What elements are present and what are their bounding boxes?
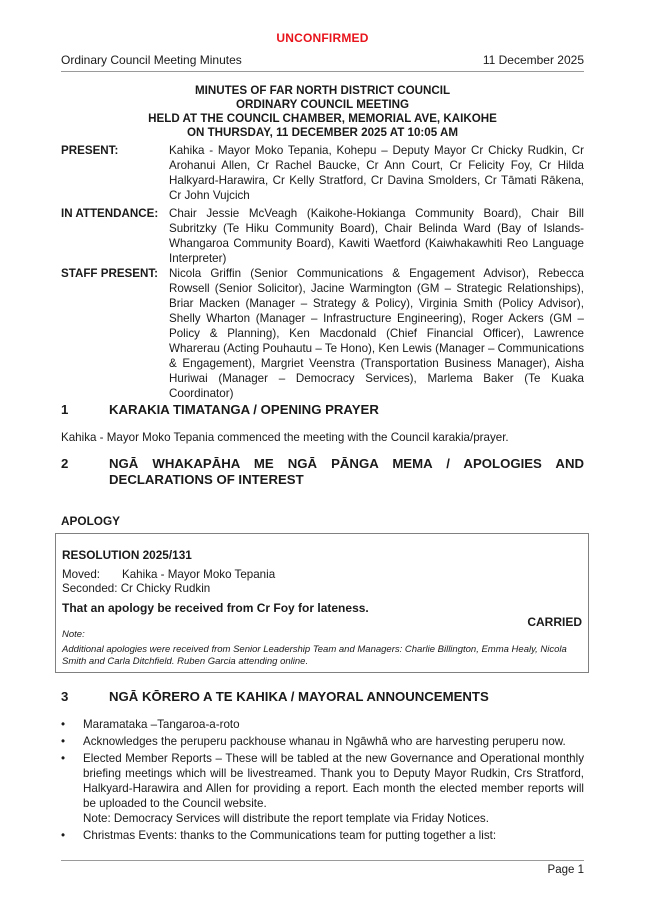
bullet-icon: • (61, 718, 66, 731)
resolution-motion: That an apology be received from Cr Foy for lateness. (62, 601, 369, 615)
present-row (61, 143, 584, 203)
section-title: NGĀ WHAKAPĀHA ME NGĀ PĀNGA MEMA / APOLOGIES AND DECLARATIONS OF INTEREST (109, 456, 584, 487)
mover-seconder (62, 568, 275, 596)
moved-label: Moved: (62, 568, 101, 581)
list-item: • Maramataka –Tangaroa-a-roto (61, 718, 240, 731)
header-divider (61, 71, 584, 72)
section-3-heading (61, 689, 584, 705)
in-attendance-row (61, 206, 584, 266)
in-attendance-list: Chair Jessie McVeagh (Kaikohe-Hokianga Community Board), Chair Bill Subritzky (Te Hiku Community Board), Chair Belinda Ward (Bay of Islands-Whangaroa Community Board), Kawiti Waetford (Kaiwhakawhiti Reo Language Interpreter) (169, 207, 584, 265)
section-number: 1 (61, 402, 69, 417)
header-date: 11 December 2025 (482, 53, 584, 67)
moved-by: Kahika - Mayor Moko Tepania (122, 568, 276, 581)
section-title: NGĀ KŌRERO A TE KAHIKA / MAYORAL ANNOUNCEMENTS (109, 689, 489, 704)
section-number: 3 (61, 689, 69, 704)
section-title: KARAKIA TIMATANGA / OPENING PRAYER (109, 402, 379, 417)
staff-present-label: STAFF PRESENT: (61, 267, 159, 280)
section-2-heading (61, 456, 584, 488)
header-document-title: Ordinary Council Meeting Minutes (61, 53, 242, 67)
announcements-list (61, 717, 584, 845)
staff-present-list: Nicola Griffin (Senior Communications & Engagement Advisor), Rebecca Rowsell (Senior Solicitor), Jacine Warmington (GM – Strategic Relationships), Briar Macken (Manager – Strategy & Policy), Virginia Smith (Policy Advisor), Shelly Wharton (Manager – Infrastructure Engineering), Roger Ackers (GM – Policy & Planning), Ken Macdonald (Chief Financial Officer), Lawrence Wharerau (Acting Pouhautu – Te Hono), Ken Lewis (Manager – Communications & Engagement), Margriet Veenstra (Transportation Business Manager), Aisha Huriwai (Manager – Democracy Services), Marlema Baker (Te Kuaka Coordinator) (169, 267, 584, 400)
list-item: • Elected Member Reports – These will be tabled at the new Governance and Operational monthly briefing meetings which will be livestreamed. Thank you to Deputy Mayor Rudkin, Crs Stratford, Halkyard-Harawira and Allen for providing a report. Each month the elected member reports will be uploaded to the Council website. Note: Democracy Services will distribute the report template via Friday Notices. (61, 752, 584, 825)
resolution-result: CARRIED (527, 615, 582, 629)
unconfirmed-stamp: UNCONFIRMED (276, 31, 369, 45)
list-item: • Acknowledges the peruperu packhouse whanau in Ngāwhā who are harvesting peruperu now. (61, 735, 566, 748)
announcement-note: Note: Democracy Services will distribute the report template via Friday Notices. (83, 812, 489, 825)
footer-divider (61, 860, 584, 861)
apology-heading: APOLOGY (61, 514, 120, 528)
staff-present-row (61, 266, 584, 401)
seconded-label: Seconded: (62, 582, 118, 595)
title-line: MINUTES OF FAR NORTH DISTRICT COUNCIL (194, 84, 451, 97)
note-text: Additional apologies were received from Senior Leadership Team and Managers: Charlie Billington, Emma Healy, Nicola Smith and Carla Ditchfield. Ruben Garcia attending online. (62, 644, 567, 667)
bullet-icon: • (61, 829, 66, 842)
title-line: ON THURSDAY, 11 DECEMBER 2025 AT 10:05 AM (186, 126, 459, 139)
title-line: ORDINARY COUNCIL MEETING (235, 98, 410, 111)
seconded-by: Cr Chicky Rudkin (120, 582, 211, 595)
note-label: Note: (62, 629, 85, 640)
in-attendance-label: IN ATTENDANCE: (61, 207, 159, 220)
minutes-title (61, 84, 584, 140)
resolution-box (55, 533, 589, 673)
page-number: Page 1 (547, 864, 584, 876)
section-number: 2 (61, 456, 69, 471)
resolution-number: RESOLUTION 2025/131 (62, 548, 192, 562)
section-1-body: Kahika - Mayor Moko Tepania commenced the meeting with the Council karakia/prayer. (61, 431, 509, 444)
bullet-icon: • (61, 752, 66, 765)
bullet-icon: • (61, 735, 66, 748)
section-1-heading (61, 402, 584, 418)
list-item: • Christmas Events: thanks to the Communications team for putting together a list: (61, 829, 497, 842)
title-line: HELD AT THE COUNCIL CHAMBER, MEMORIAL AVE, KAIKOHE (148, 112, 497, 125)
present-label: PRESENT: (61, 144, 119, 157)
present-list: Kahika - Mayor Moko Tepania, Kohepu – Deputy Mayor Cr Chicky Rudkin, Cr Arohanui Allen, Cr Rachel Baucke, Cr Ann Court, Cr Felicity Foy, Cr Hilda Halkyard-Harawira, Cr Kelly Stratford, Cr Davina Smolders, Cr Tāmati Rākena, Cr John Vujcich (169, 144, 584, 202)
